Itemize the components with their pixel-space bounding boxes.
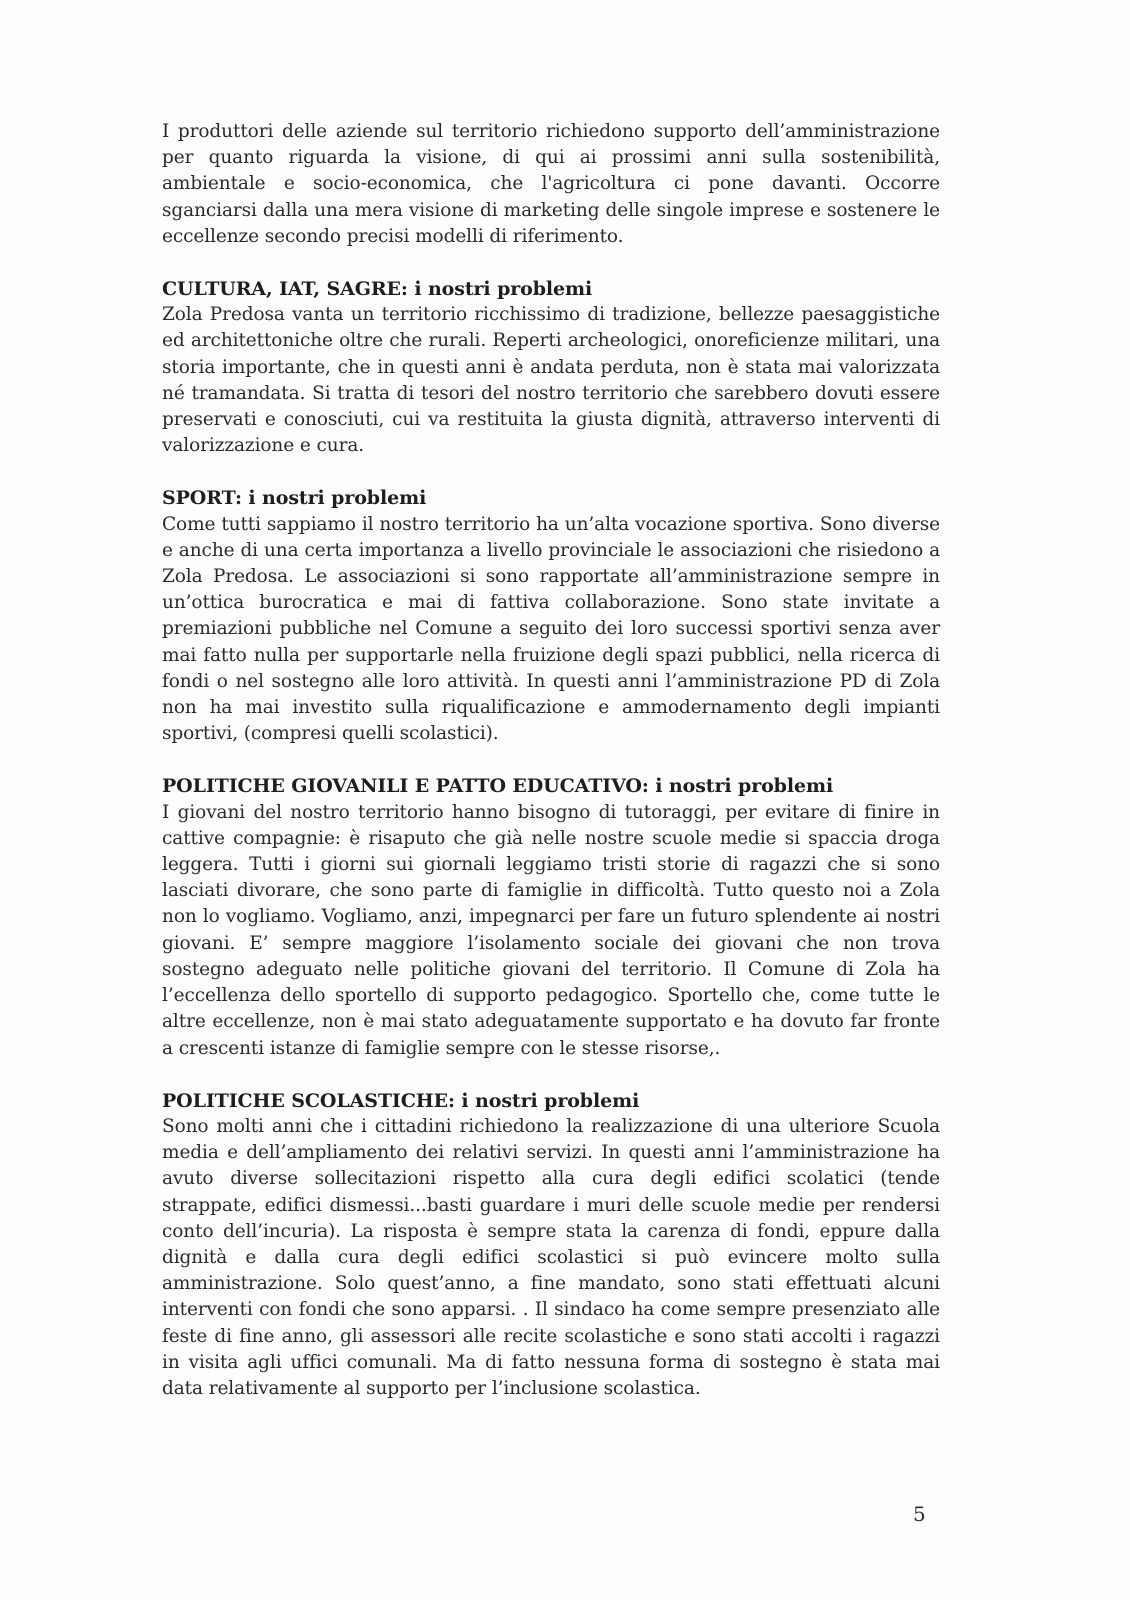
- section-paragraph: Zola Predosa vanta un territorio ricchissimo di tradizione, bellezze paesaggistiche ed architettoniche oltre che rurali. Reperti archeologici, onoreficienze militari, una storia importante, che in questi anni è andata perduta, non è stata mai valorizzata né tramandata. Si tratta di tesori del nostro territorio che sarebbero dovuti essere preservati e conosciuti, cui va restituita la giusta dignità, attraverso interventi di valorizzazione e cura.: [162, 304, 940, 457]
- section-paragraph: I giovani del nostro territorio hanno bisogno di tutoraggi, per evitare di finire in cattive compagnie: è risaputo che già nelle nostre scuole medie si spaccia droga leggera. Tutti i giorni sui giornali leggiamo tristi storie di ragazzi che si sono lasciati divorare, che sono parte di famiglie in difficoltà. Tutto questo noi a Zola non lo vogliamo. Vogliamo, anzi, impegnarci per fare un futuro splendente ai nostri giovani. E’ sempre maggiore l’isolamento sociale dei giovani che non trova sostegno adeguato nelle politiche giovani del territorio. Il Comune di Zola ha l’eccellenza dello sportello di supporto pedagogico. Sportello che, come tutte le altre eccellenze, non è mai stato adeguatamente supportato e ha dovuto far fronte a crescenti istanze di famiglie sempre con le stesse risorse,.: [162, 801, 940, 1059]
- section-heading: SPORT: i nostri problemi: [162, 487, 427, 510]
- section-politiche-giovanili: [162, 773, 940, 1061]
- section-heading: POLITICHE SCOLASTICHE: i nostri problemi: [162, 1089, 640, 1112]
- section-paragraph: Sono molti anni che i cittadini richiedono la realizzazione di una ulteriore Scuola media e dell’ampliamento dei relativi servizi. In questi anni l’amministrazione ha avuto diverse sollecitazioni rispetto alla cura degli edifici scolatici (tende strappate, edifici dismessi...basti guardare i muri delle scuole medie per rendersi conto dell’incuria). La risposta è sempre stata la carenza di fondi, eppure dalla dignità e dalla cura degli edifici scolastici si può evincere molto sulla amministrazione. Solo quest’anno, a fine mandato, sono stati effettuati alcuni interventi con fondi che sono apparsi. . Il sindaco ha come sempre presenziato alle feste di fine anno, gli assessori alle recite scolastiche e sono stati accolti i ragazzi in visita agli uffici comunali. Ma di fatto nessuna forma di sostegno è stata mai data relativamente al supporto per l’inclusione scolastica.: [162, 1115, 940, 1399]
- section-heading: CULTURA, IAT, SAGRE: i nostri problemi: [162, 278, 593, 301]
- document-body: [162, 119, 940, 1402]
- section-cultura: [162, 276, 940, 459]
- intro-paragraph: I produttori delle aziende sul territorio richiedono supporto dell’amministrazione per quanto riguarda la visione, di qui ai prossimi anni sulla sostenibilità, ambientale e socio-economica, che l'agricoltura ci pone davanti. Occorre sganciarsi dalla una mera visione di marketing delle singole imprese e sostenere le eccellenze secondo precisi modelli di riferimento.: [162, 121, 940, 247]
- section-heading: POLITICHE GIOVANILI E PATTO EDUCATIVO: i nostri problemi: [162, 775, 834, 798]
- section-politiche-scolastiche: [162, 1088, 940, 1402]
- section-paragraph: Come tutti sappiamo il nostro territorio ha un’alta vocazione sportiva. Sono diverse e anche di una certa importanza a livello provinciale le associazioni che risiedono a Zola Predosa. Le associazioni si sono rapportate all’amministrazione sempre in un’ottica burocratica e mai di fattiva collaborazione. Sono state invitate a premiazioni pubbliche nel Comune a seguito dei loro successi sportivi senza aver mai fatto nulla per supportarle nella fruizione degli spazi pubblici, nella ricerca di fondi o nel sostegno alle loro attività. In questi anni l’amministrazione PD di Zola non ha mai investito sulla riqualificazione e ammodernamento degli impianti sportivi, (compresi quelli scolastici).: [162, 513, 940, 745]
- page-number: 5: [913, 1502, 926, 1526]
- section-sport: [162, 485, 940, 747]
